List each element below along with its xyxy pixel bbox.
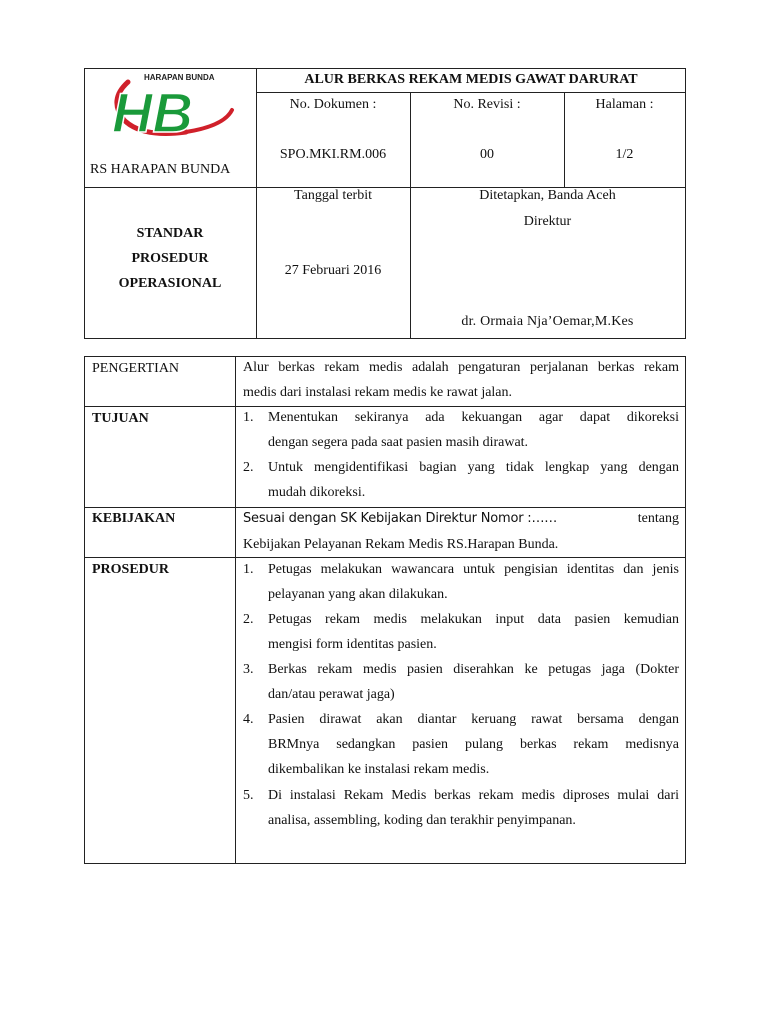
approval-name: dr. Ormaia Nja’Oemar,M.Kes xyxy=(461,314,634,329)
prosedur-item-3-number: 3. xyxy=(243,662,254,677)
prosedur-item-3 xyxy=(243,657,679,707)
tujuan-item-1-line-2: dengan segera pada saat pasien masih dirawat. xyxy=(268,435,529,450)
tujuan-item-2-number: 2. xyxy=(243,460,254,475)
revision-value: 00 xyxy=(480,147,494,162)
prosedur-item-2 xyxy=(243,607,679,657)
hospital-name: RS HARAPAN BUNDA xyxy=(90,162,231,177)
approval-place: Ditetapkan, Banda Aceh xyxy=(479,188,616,203)
prosedur-item-3-line-2: dan/atau perawat jaga) xyxy=(268,687,395,702)
prosedur-item-1-line-2: pelayanan yang akan dilakukan. xyxy=(268,587,448,602)
prosedur-item-1-line-1: Petugas melakukan wawancara untuk pengisian identitas dan jenis xyxy=(268,562,679,577)
document-title: ALUR BERKAS REKAM MEDIS GAWAT DARURAT xyxy=(304,72,638,87)
kebijakan-line-1-right: tentang xyxy=(637,511,679,526)
prosedur-item-2-line-2: mengisi form identitas pasien. xyxy=(268,637,437,652)
prosedur-item-4-line-3: dikembalikan ke instalasi rekam medis. xyxy=(268,762,490,777)
prosedur-item-4 xyxy=(243,707,679,782)
hospital-logo xyxy=(106,70,238,140)
section-label-prosedur: PROSEDUR xyxy=(92,562,170,577)
issue-date-value: 27 Februari 2016 xyxy=(284,263,382,278)
approval-role: Direktur xyxy=(523,214,572,229)
sop-label-line2: PROSEDUR xyxy=(131,251,209,266)
prosedur-item-5-number: 5. xyxy=(243,788,254,803)
section-label-tujuan: TUJUAN xyxy=(92,411,149,426)
prosedur-item-5-line-2: analisa, assembling, koding dan terakhir penyimpanan. xyxy=(268,813,576,828)
pengertian-line-2: medis dari instalasi rekam medis ke rawat jalan. xyxy=(243,385,513,400)
tujuan-item-1 xyxy=(243,405,679,455)
tujuan-item-1-number: 1. xyxy=(243,410,254,425)
prosedur-item-2-line-1: Petugas rekam medis melakukan input data pasien kemudian xyxy=(268,612,679,627)
prosedur-item-4-line-2: BRMnya sedangkan pasien pulang berkas rekam medisnya xyxy=(268,737,679,752)
prosedur-item-5-line-1: Di instalasi Rekam Medis berkas rekam medis diproses mulai dari xyxy=(268,788,679,803)
prosedur-item-4-number: 4. xyxy=(243,712,254,727)
kebijakan-line-2: Kebijakan Pelayanan Rekam Medis RS.Harapan Bunda. xyxy=(243,537,559,552)
issue-date-label: Tanggal terbit xyxy=(294,188,372,203)
prosedur-item-1 xyxy=(243,557,679,607)
prosedur-item-4-line-1: Pasien dirawat akan diantar keruang rawat bersama dengan xyxy=(268,712,679,727)
section-label-kebijakan: KEBIJAKAN xyxy=(92,511,176,526)
tujuan-item-2-line-2: mudah dikoreksi. xyxy=(268,485,366,500)
doc-number-value: SPO.MKI.RM.006 xyxy=(279,147,387,162)
tujuan-item-2-line-1: Untuk mengidentifikasi bagian yang tidak lengkap yang dengan xyxy=(268,460,679,475)
tujuan-item-2 xyxy=(243,455,679,505)
prosedur-item-3-line-1: Berkas rekam medis pasien diserahkan ke petugas jaga (Dokter xyxy=(268,662,679,677)
prosedur-item-1-number: 1. xyxy=(243,562,254,577)
prosedur-item-2-number: 2. xyxy=(243,612,254,627)
sop-label-line3: OPERASIONAL xyxy=(118,276,222,291)
pengertian-line-1: Alur berkas rekam medis adalah pengaturan perjalanan berkas rekam xyxy=(243,360,679,375)
revision-label: No. Revisi : xyxy=(453,97,521,112)
section-label-pengertian: PENGERTIAN xyxy=(92,361,180,376)
svg-text:HARAPAN BUNDA: HARAPAN BUNDA xyxy=(144,73,215,82)
sop-label-line1: STANDAR xyxy=(136,226,204,241)
prosedur-item-5 xyxy=(243,783,679,833)
doc-number-label: No. Dokumen : xyxy=(289,97,377,112)
pengertian-text xyxy=(243,355,679,405)
tujuan-item-1-line-1: Menentukan sekiranya ada kekuangan agar dapat dikoreksi xyxy=(268,410,679,425)
page-value: 1/2 xyxy=(615,147,634,162)
kebijakan-line-1-left: Sesuai dengan SK Kebijakan Direktur Nomor :…… xyxy=(243,511,558,526)
page-label: Halaman : xyxy=(595,97,654,112)
svg-text:HB: HB xyxy=(112,81,193,140)
